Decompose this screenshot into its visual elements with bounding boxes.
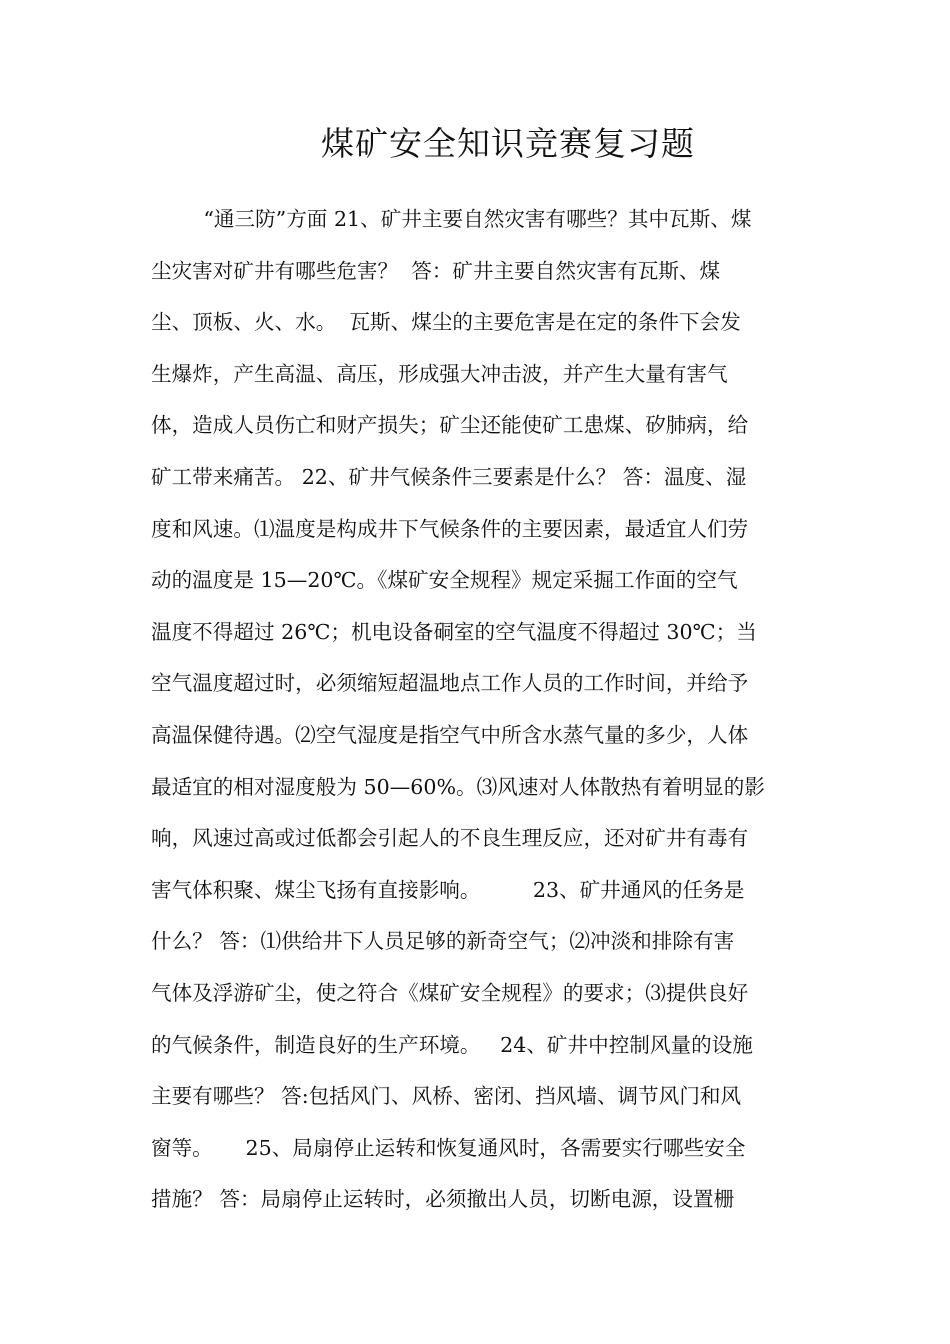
body-line: 尘灾害对矿井有哪些危害？ 答：矿井主要自然灾害有瓦斯、煤 — [151, 258, 721, 283]
body-line: 空气温度超过时，必须缩短超温地点工作人员的工作时间，并给予 — [151, 671, 749, 696]
body-line: 动的温度是 15—20℃。《煤矿安全规程》规定采掘工作面的空气 — [151, 568, 738, 593]
body-line: 高温保健待遇。⑵空气湿度是指空气中所含水蒸气量的多少，人体 — [151, 722, 749, 747]
body-line: 温度不得超过 26℃；机电设备硐室的空气温度不得超过 30℃；当 — [151, 619, 757, 644]
body-line: 害气体积聚、煤尘飞扬有直接影响。 23、矿井通风的任务是 — [151, 877, 745, 902]
body-line: “通三防”方面 21、矿井主要自然灾害有哪些？其中瓦斯、煤 — [151, 207, 752, 231]
body-line: 的气候条件，制造良好的生产环境。 24、矿井中控制风量的设施 — [151, 1032, 753, 1057]
body-line: 矿工带来痛苦。 22、矿井气候条件三要素是什么？ 答：温度、湿 — [151, 464, 747, 489]
body-line: 体，造成人员伤亡和财产损失；矿尘还能使矿工患煤、矽肺病，给 — [151, 413, 749, 438]
body-line: 什么？ 答：⑴供给井下人员足够的新奇空气；⑵冲淡和排除有害 — [151, 929, 735, 954]
body-line: 主要有哪些？ 答:包括风门、风桥、密闭、挡风墙、调节风门和风 — [151, 1084, 742, 1109]
body-line: 措施？ 答：局扇停止运转时，必须撤出人员，切断电源，设置栅 — [151, 1187, 735, 1212]
body-line: 气体及浮游矿尘，使之符合《煤矿安全规程》的要求；⑶提供良好 — [151, 980, 749, 1005]
body-line: 窗等。 25、局扇停止运转和恢复通风时，各需要实行哪些安全 — [151, 1135, 746, 1160]
body-line: 尘、顶板、火、水。 瓦斯、煤尘的主要危害是在定的条件下会发 — [151, 310, 741, 335]
body-line: 最适宜的相对湿度般为 50—60%。⑶风速对人体散热有着明显的影 — [151, 774, 765, 799]
body-line: 度和风速。⑴温度是构成井下气候条件的主要因素，最适宜人们劳 — [151, 516, 749, 541]
document-title: 煤矿安全知识竞赛复习题 — [321, 124, 695, 163]
body-line: 生爆炸，产生高温、高压，形成强大冲击波，并产生大量有害气 — [151, 361, 728, 386]
document-body — [151, 194, 801, 1226]
body-line: 响，风速过高或过低都会引起人的不良生理反应，还对矿井有毒有 — [151, 826, 749, 851]
